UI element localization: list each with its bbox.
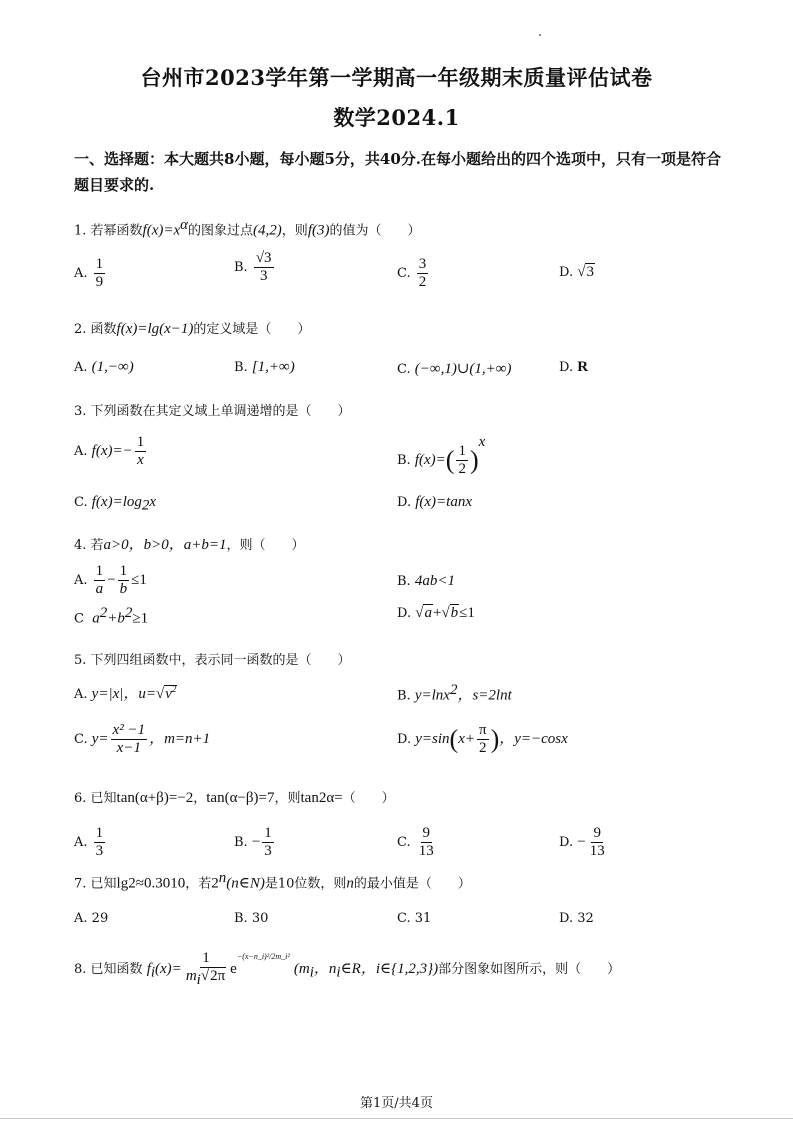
question-1: [74, 217, 421, 239]
q6-prefix: 6. 已知: [74, 791, 117, 806]
option-value: (1,−∞): [91, 359, 134, 375]
q7-math1: lg2≈0.3010: [116, 875, 186, 892]
denominator: 3: [264, 843, 272, 859]
option-label: A.: [74, 687, 88, 702]
numerator: 1: [264, 825, 272, 841]
q2-option-c[interactable]: [397, 359, 511, 378]
denominator: x−1: [116, 740, 141, 756]
option-tail: ，y=−cosx: [499, 731, 568, 747]
option-tail: ，m=n+1: [149, 731, 211, 747]
question-6: [74, 787, 395, 807]
option-label: C.: [74, 732, 88, 747]
option-label: D.: [559, 835, 574, 850]
exponent: 2: [171, 684, 177, 694]
q1-option-b[interactable]: [234, 250, 276, 285]
q1-option-c[interactable]: [397, 256, 430, 291]
paren-open: (: [449, 724, 459, 754]
q8-f-sub: i: [150, 964, 156, 981]
numerator: 9: [422, 825, 431, 841]
exam-title: 台州市2023学年第一学期高一年级期末质量评估试卷: [140, 65, 653, 90]
fraction: [456, 443, 468, 478]
question-3: 3. 下列函数在其定义域上单调递增的是（ ）: [74, 404, 351, 419]
numerator: 9: [593, 825, 601, 841]
q1-mid: 的图象过点: [188, 223, 254, 239]
option-label: A.: [74, 266, 88, 281]
option-value: f(x)=: [414, 452, 446, 468]
q6-math2: tan(α−β)=7: [206, 790, 275, 806]
radicand: 3: [586, 264, 594, 280]
sqrt: $√v^2$: [155, 684, 177, 702]
q8-e: e: [230, 961, 237, 977]
option-label: D.: [559, 911, 574, 926]
option-label: C.: [397, 266, 411, 281]
q8-suffix: 部分图象如图所示，则（ ）: [438, 962, 621, 977]
q3-option-c[interactable]: [74, 494, 156, 515]
option-label: C.: [74, 495, 88, 510]
option-value: a: [92, 610, 100, 627]
q7-n: n: [346, 875, 354, 892]
q7-option-d[interactable]: [559, 911, 594, 926]
numerator: 1: [458, 443, 466, 459]
q4-option-b[interactable]: [397, 573, 455, 590]
option-value: f(x)=−: [91, 443, 133, 459]
option-value: 29: [91, 911, 109, 926]
q6-option-d[interactable]: [559, 825, 609, 860]
option-tail: ，s=2lnt: [457, 687, 512, 704]
option-label: B.: [397, 453, 411, 468]
denominator: 3: [95, 843, 104, 859]
option-label: B.: [234, 911, 248, 926]
option-value: f(x)=tanx: [415, 494, 472, 510]
numerator: 3: [418, 256, 427, 272]
numerator: √3: [255, 250, 272, 266]
q6-option-b[interactable]: [234, 825, 276, 860]
option-value: y=sin: [415, 731, 450, 747]
q5-option-a[interactable]: [74, 682, 177, 703]
sqrt-b: √b: [441, 605, 459, 621]
q8-f: f: [146, 961, 151, 977]
q5-option-b[interactable]: [397, 682, 512, 704]
q7-cond: (n∈N): [226, 875, 265, 892]
option-label: A.: [74, 573, 88, 588]
option-value: f(x)=log: [91, 494, 142, 510]
sqrt-a: √a: [415, 605, 432, 621]
q1-option-d[interactable]: [559, 264, 595, 281]
option-label: B.: [397, 574, 411, 589]
question-8: [74, 950, 620, 989]
q2-option-a[interactable]: [74, 359, 134, 376]
option-tail: ≥1: [132, 610, 149, 627]
q7-exponent: n: [218, 870, 227, 886]
radicand: [164, 685, 177, 702]
q3-option-b[interactable]: [397, 434, 485, 478]
option-label: D.: [397, 606, 412, 621]
q4-option-c[interactable]: [74, 605, 148, 627]
q7-mid2: 是10位数，则: [264, 876, 347, 892]
option-label: D.: [559, 265, 574, 280]
denominator: a: [95, 581, 104, 597]
minus-sign: −: [577, 834, 586, 850]
option-label: C.: [397, 911, 411, 926]
exponent: 2: [124, 605, 133, 621]
option-mid: +b: [107, 610, 125, 627]
fraction: [111, 722, 148, 757]
denominator: 2: [479, 740, 487, 756]
paren-open: (: [445, 445, 455, 475]
q6-mid: ，: [193, 791, 207, 806]
q1-option-a[interactable]: [74, 256, 107, 291]
numerator: 1: [95, 825, 104, 841]
radicand: 2π: [210, 968, 226, 984]
q2-option-d[interactable]: [559, 359, 588, 376]
exponent: 2: [449, 682, 458, 698]
paren-close: ): [469, 445, 479, 475]
option-label: A.: [74, 444, 88, 459]
q1-exponent: α: [180, 217, 189, 233]
q6-math1: tan(α+β)=−2: [116, 790, 194, 806]
fraction: [94, 825, 106, 860]
option-value: [1,+∞): [251, 359, 295, 375]
fraction: [94, 256, 106, 291]
option-label: A.: [74, 360, 88, 375]
q8-cond-sub: i: [309, 964, 314, 981]
option-label: D.: [559, 360, 574, 375]
q4-suffix: ，则（ ）: [226, 538, 305, 553]
q6-mid2: ，则: [274, 791, 301, 806]
option-value: y=lnx: [414, 687, 450, 704]
q6-option-c[interactable]: [397, 825, 438, 860]
den-sqrt: √2π: [200, 968, 226, 984]
question-2: [74, 318, 310, 338]
q2-prefix: 2. 函数: [74, 322, 117, 337]
q8-cond2: ，n: [313, 961, 337, 977]
option-value: (−∞,1)∪(1,+∞): [414, 361, 512, 377]
option-mid: +: [432, 605, 442, 621]
radicand-base: v: [165, 686, 172, 702]
q4-option-a[interactable]: [74, 563, 147, 598]
q6-suffix: （ ）: [342, 791, 395, 806]
denominator: 2: [458, 461, 466, 477]
numerator: 1: [136, 434, 145, 450]
q2-suffix: 的定义域是（ ）: [193, 322, 311, 337]
q7-option-c[interactable]: [397, 911, 431, 926]
page-footer: 第1页/共4页: [360, 1096, 433, 1111]
q7-option-b[interactable]: [234, 911, 268, 926]
option-label: B.: [234, 835, 248, 850]
q1-f3: f(3): [307, 222, 330, 239]
bottom-divider: [0, 1118, 793, 1119]
option-label: B.: [397, 688, 411, 704]
exponent: x: [478, 434, 486, 450]
question-5: 5. 下列四组函数中，表示同一函数的是（ ）: [74, 653, 351, 668]
option-value: y=: [91, 731, 109, 747]
option-label: C: [74, 611, 84, 627]
fraction-2: [118, 563, 130, 598]
option-tail: x: [149, 494, 157, 510]
q3-option-d[interactable]: [397, 494, 472, 511]
den-sub: i: [196, 972, 201, 988]
q2-option-b[interactable]: [234, 359, 295, 376]
paren-close: ): [490, 724, 500, 754]
scan-dot: [539, 34, 541, 36]
option-value: 4ab<1: [414, 573, 455, 589]
fraction: [262, 825, 274, 860]
fraction: [477, 722, 489, 757]
q8-fx: (x)=: [155, 961, 182, 977]
q1-math-fx: f(x)=x: [142, 222, 181, 239]
option-tail: ≤1: [131, 572, 147, 588]
option-label: A.: [74, 911, 88, 926]
numerator: 1: [95, 256, 104, 272]
q8-cond3: ∈R，i∈{1,2,3}): [340, 961, 439, 977]
q1-prefix: 1. 若幂函数: [74, 223, 143, 239]
sqrt: √3: [577, 264, 594, 280]
q1-point: (4,2): [253, 222, 282, 239]
fraction: [135, 434, 147, 469]
option-value: 31: [414, 911, 432, 926]
section-heading: 一、选择题：本大题共8小题，每小题5分，共40分.在每小题给出的四个选项中，只有一项是符合题目要求的.: [74, 150, 721, 194]
exam-subtitle: 数学2024.1: [333, 105, 460, 130]
question-4: [74, 533, 305, 554]
option-value: y=|x|，u=: [91, 686, 156, 702]
q5-option-c[interactable]: [74, 722, 210, 757]
log-base: 2: [141, 497, 150, 514]
denominator: 9: [95, 274, 104, 290]
denominator: 2: [418, 274, 427, 290]
numerator: π: [478, 722, 487, 738]
q1-mid2: ，则: [281, 223, 308, 239]
q4-option-d[interactable]: [397, 605, 475, 622]
option-value: R: [577, 359, 589, 375]
q8-cond: (m: [293, 961, 310, 977]
option-label: D.: [397, 495, 412, 510]
denominator: 13: [589, 843, 605, 859]
numerator: 1: [95, 563, 104, 579]
radicand: b: [450, 605, 459, 621]
denominator: 3: [259, 268, 268, 284]
minus-sign: −: [107, 572, 116, 588]
option-label: C.: [397, 362, 411, 377]
q8-cond2-sub: i: [336, 964, 341, 981]
q4-math: a>0，b>0，a+b=1: [103, 537, 227, 553]
fraction: [254, 250, 274, 285]
option-tail: ≤1: [459, 605, 475, 621]
q3-option-a[interactable]: [74, 434, 148, 469]
q1-suffix: 的值为（ ）: [329, 223, 421, 239]
q8-fraction: [184, 950, 228, 989]
q7-option-a[interactable]: [74, 911, 108, 926]
denominator: [184, 968, 228, 989]
exponent: 2: [99, 605, 108, 621]
denominator: x: [137, 452, 144, 468]
q5-option-d[interactable]: [397, 722, 568, 757]
option-label: A.: [74, 835, 88, 850]
option-value: 32: [577, 911, 594, 926]
q7-base: 2: [211, 875, 219, 892]
fraction: [417, 825, 436, 860]
option-label: C.: [397, 835, 411, 850]
question-7: [74, 870, 471, 892]
fraction: [588, 825, 607, 860]
den-m: m: [185, 968, 197, 984]
q6-option-a[interactable]: [74, 825, 107, 860]
q7-mid: ，若: [185, 876, 212, 892]
minus-sign: −: [251, 834, 261, 850]
option-pre: x+: [458, 731, 475, 747]
q8-e-exponent: −(x−n_i)²/2m_i²: [236, 952, 290, 961]
denominator: 13: [418, 843, 434, 859]
q7-prefix: 7. 已知: [74, 876, 117, 892]
option-label: B.: [234, 360, 248, 375]
numerator: x² −1: [112, 722, 146, 738]
fraction-1: [94, 563, 106, 598]
option-label: D.: [397, 732, 412, 747]
numerator: 1: [202, 950, 210, 966]
denominator: b: [119, 581, 128, 597]
q2-math: f(x)=lg(x−1): [116, 321, 194, 337]
radicand: a: [424, 605, 432, 621]
numerator: 1: [119, 563, 128, 579]
option-label: B.: [234, 260, 248, 275]
q7-suffix: 的最小值是（ ）: [353, 876, 471, 892]
option-value: 30: [251, 911, 269, 926]
q6-math3: tan2α=: [300, 790, 343, 806]
q4-prefix: 4. 若: [74, 538, 104, 553]
fraction: [417, 256, 429, 291]
q8-prefix: 8. 已知函数: [74, 962, 143, 977]
